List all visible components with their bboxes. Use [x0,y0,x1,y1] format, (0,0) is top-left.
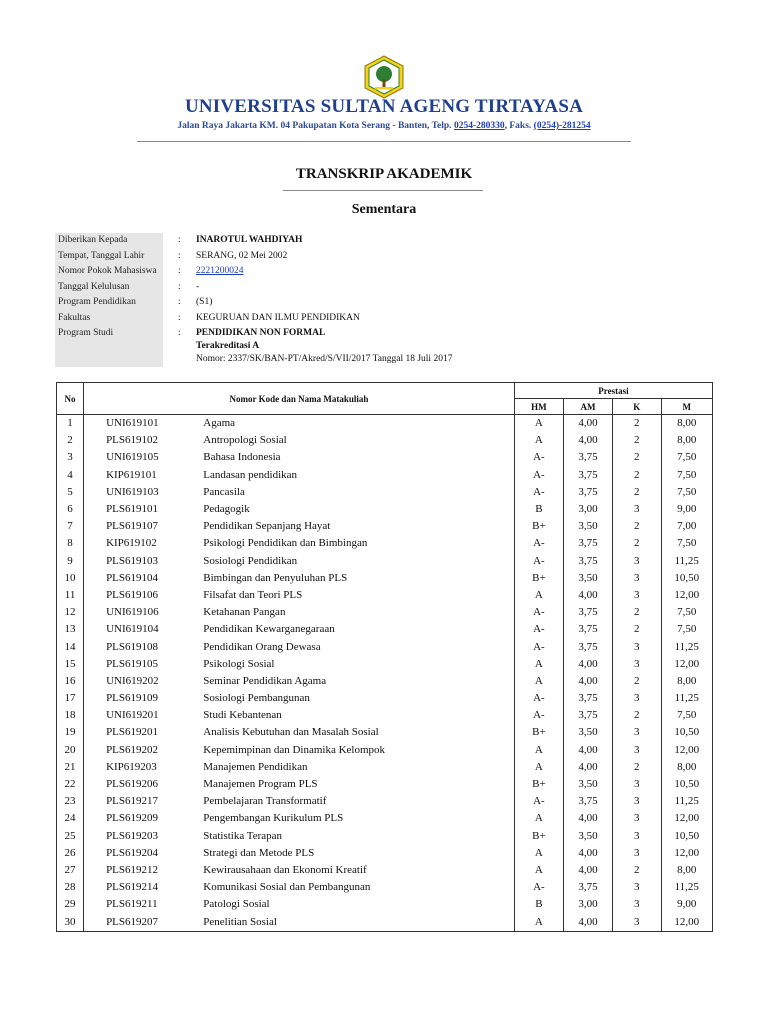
table-row [57,707,713,724]
credit-units: 2 [613,604,661,621]
grade-letter: A- [514,707,563,724]
grade-letter: A [514,656,563,673]
row-number: 29 [57,896,84,913]
credit-units: 2 [613,673,661,690]
course-name: Bimbingan dan Penyuluhan PLS [203,570,514,587]
col-header-course: Nomor Kode dan Nama Matakuliah [84,383,515,415]
course-code: PLS619211 [106,898,158,911]
course-name: Psikologi Sosial [203,656,514,673]
grade-point: 3,00 [563,501,612,518]
table-row [57,724,713,741]
course-code: KIP619203 [106,760,157,773]
course-code: PLS619217 [106,795,159,808]
course-name: Pendidikan Kewarganegaraan [203,621,514,638]
course-code: PLS619202 [106,743,159,756]
row-number: 10 [57,570,84,587]
credit-units: 3 [613,742,661,759]
table-row [57,553,713,570]
grade-point: 4,00 [563,913,612,931]
address-text: Jalan Raya Jakarta KM. 04 Pakupatan Kota Serang - Banten, Telp. [177,121,454,131]
info-row-npm [55,264,715,279]
col-header-no: No [57,383,84,415]
grade-letter: A- [514,449,563,466]
credit-units: 2 [613,432,661,449]
row-number: 1 [57,415,84,433]
table-row [57,862,713,879]
course-name: Antropologi Sosial [203,432,514,449]
grade-letter: A- [514,467,563,484]
table-row [57,828,713,845]
course-code: UNI619101 [106,417,159,430]
table-row [57,793,713,810]
info-colon: : [178,297,181,307]
row-number: 14 [57,638,84,655]
table-row [57,638,713,655]
info-label: Tempat, Tanggal Lahir [58,250,145,261]
table-row [57,776,713,793]
weighted-score: 8,00 [661,415,712,433]
table-row [57,913,713,931]
course-code: PLS619109 [106,692,159,705]
row-number: 19 [57,724,84,741]
grade-rows [57,415,713,932]
course-name: Pedagogik [203,501,514,518]
weighted-score: 12,00 [661,810,712,827]
grade-letter: A- [514,553,563,570]
course-name: Sosiologi Pendidikan [203,553,514,570]
grade-point: 4,00 [563,759,612,776]
table-row [57,896,713,913]
row-number: 28 [57,879,84,896]
credit-units: 3 [613,810,661,827]
credit-units: 3 [613,656,661,673]
credit-units: 2 [613,467,661,484]
credit-units: 3 [613,845,661,862]
course-code: PLS619206 [106,778,159,791]
table-row [57,673,713,690]
course-name: Filsafat dan Teori PLS [203,587,514,604]
weighted-score: 10,50 [661,828,712,845]
credit-units: 2 [613,759,661,776]
graduation-date: - [196,281,200,292]
course-name: Komunikasi Sosial dan Pembangunan [203,879,514,896]
grade-point: 3,75 [563,484,612,501]
grade-letter: A- [514,484,563,501]
col-header-am: AM [563,399,612,415]
grade-point: 4,00 [563,587,612,604]
info-label: Fakultas [58,312,91,323]
credit-units: 3 [613,690,661,707]
grade-point: 3,75 [563,793,612,810]
row-number: 9 [57,553,84,570]
grade-letter: A [514,673,563,690]
row-number: 3 [57,449,84,466]
row-number: 4 [57,467,84,484]
grade-letter: B [514,896,563,913]
university-name: UNIVERSITAS SULTAN AGENG TIRTAYASA [184,96,584,117]
course-name: Kepemimpinan dan Dinamika Kelompok [203,742,514,759]
course-code: UNI619105 [106,451,159,464]
row-number: 6 [57,501,84,518]
grade-letter: A- [514,690,563,707]
course-name: Psikologi Pendidikan dan Bimbingan [203,535,514,552]
table-row [57,742,713,759]
grade-letter: A [514,432,563,449]
grade-point: 3,75 [563,707,612,724]
row-number: 26 [57,845,84,862]
weighted-score: 7,50 [661,604,712,621]
weighted-score: 7,00 [661,518,712,535]
row-number: 15 [57,656,84,673]
info-row-recipient [55,233,715,248]
study-program: PENDIDIKAN NON FORMAL [196,328,326,338]
table-row [57,810,713,827]
grade-letter: A- [514,535,563,552]
table-row [57,449,713,466]
grade-point: 3,00 [563,896,612,913]
weighted-score: 7,50 [661,621,712,638]
course-code: PLS619204 [106,846,159,859]
grade-letter: B+ [514,724,563,741]
row-number: 13 [57,621,84,638]
course-code: UNI619106 [106,606,159,619]
course-name: Sosiologi Pembangunan [203,690,514,707]
course-name: Penelitian Sosial [203,913,514,931]
course-code: PLS619106 [106,588,159,601]
row-number: 30 [57,913,84,931]
info-colon: : [178,266,181,276]
grade-letter: B [514,501,563,518]
course-name: Pancasila [203,484,514,501]
student-name: INAROTUL WAHDIYAH [196,235,303,245]
grade-letter: A [514,845,563,862]
course-name: Pendidikan Orang Dewasa [203,638,514,655]
table-row [57,879,713,896]
weighted-score: 12,00 [661,587,712,604]
row-number: 23 [57,793,84,810]
grade-point: 4,00 [563,742,612,759]
grade-point: 3,75 [563,638,612,655]
weighted-score: 9,00 [661,501,712,518]
education-program: (S1) [196,297,213,307]
grade-letter: A [514,742,563,759]
table-row [57,690,713,707]
row-number: 12 [57,604,84,621]
weighted-score: 8,00 [661,673,712,690]
grade-letter: A [514,913,563,931]
course-name: Manajemen Pendidikan [203,759,514,776]
weighted-score: 9,00 [661,896,712,913]
course-code: KIP619101 [106,468,157,481]
info-colon: : [178,281,181,292]
grade-letter: A [514,759,563,776]
credit-units: 3 [613,638,661,655]
grade-point: 4,00 [563,656,612,673]
grade-point: 3,50 [563,776,612,793]
weighted-score: 7,50 [661,535,712,552]
course-name: Analisis Kebutuhan dan Masalah Sosial [203,724,514,741]
weighted-score: 12,00 [661,913,712,931]
row-number: 20 [57,742,84,759]
credit-units: 3 [613,570,661,587]
weighted-score: 11,25 [661,793,712,810]
course-code: PLS619203 [106,829,159,842]
grade-point: 3,50 [563,724,612,741]
info-label: Nomor Pokok Mahasiswa [58,266,157,276]
course-code: UNI619202 [106,674,159,687]
row-number: 16 [57,673,84,690]
course-code: PLS619201 [106,726,159,739]
credit-units: 3 [613,724,661,741]
info-row-graduation [55,280,715,295]
credit-units: 2 [613,862,661,879]
faculty-name: KEGURUAN DAN ILMU PENDIDIKAN [196,312,360,323]
table-row [57,621,713,638]
course-code: KIP619102 [106,537,157,550]
weighted-score: 7,50 [661,467,712,484]
info-label: Diberikan Kepada [58,235,128,245]
grade-letter: A [514,587,563,604]
info-label: Tanggal Kelulusan [58,281,130,292]
weighted-score: 11,25 [661,879,712,896]
student-number-link[interactable]: 2221200024 [196,266,244,276]
table-row [57,432,713,449]
phone-link[interactable]: 0254-280330 [453,121,505,131]
course-name: Bahasa Indonesia [203,449,514,466]
course-name: Seminar Pendidikan Agama [203,673,514,690]
grade-letter: B+ [514,776,563,793]
table-row [57,604,713,621]
course-code: PLS619102 [106,434,159,447]
credit-units: 2 [613,707,661,724]
grade-letter: A- [514,638,563,655]
table-row [57,484,713,501]
weighted-score: 11,25 [661,553,712,570]
grade-point: 4,00 [563,845,612,862]
document-subtitle: Sementara [351,202,417,217]
birth-place-date: SERANG, 02 Mei 2002 [196,250,288,261]
grade-point: 3,75 [563,449,612,466]
course-name: Pembelajaran Transformatif [203,793,514,810]
university-address [0,121,768,131]
grade-point: 3,75 [563,604,612,621]
course-name: Agama [203,415,514,433]
grade-point: 3,75 [563,621,612,638]
grade-point: 3,50 [563,828,612,845]
weighted-score: 8,00 [661,862,712,879]
weighted-score: 11,25 [661,638,712,655]
info-colon: : [178,328,181,338]
credit-units: 2 [613,518,661,535]
credit-units: 3 [613,501,661,518]
row-number: 5 [57,484,84,501]
course-name: Pengembangan Kurikulum PLS [203,810,514,827]
row-number: 2 [57,432,84,449]
fax-link[interactable]: (0254)-281254 [533,121,591,131]
course-code: PLS619107 [106,520,159,533]
course-name: Pendidikan Sepanjang Hayat [203,518,514,535]
credit-units: 2 [613,415,661,433]
grade-point: 4,00 [563,862,612,879]
course-name: Studi Kebantenan [203,707,514,724]
grades-table [56,382,713,932]
university-seal-icon [362,55,406,99]
credit-units: 2 [613,535,661,552]
row-number: 21 [57,759,84,776]
weighted-score: 12,00 [661,742,712,759]
credit-units: 3 [613,553,661,570]
grade-point: 3,75 [563,690,612,707]
header-divider [137,141,631,142]
course-code: PLS619104 [106,571,159,584]
grade-letter: A [514,862,563,879]
row-number: 25 [57,828,84,845]
table-row [57,759,713,776]
info-label: Program Studi [58,328,114,338]
info-row-program [55,295,715,310]
grade-letter: B+ [514,570,563,587]
course-name: Strategi dan Metode PLS [203,845,514,862]
course-name: Manajemen Program PLS [203,776,514,793]
course-code: PLS619103 [106,554,159,567]
col-header-m: M [661,399,712,415]
grade-point: 4,00 [563,810,612,827]
row-number: 11 [57,587,84,604]
info-row-study-program [55,326,715,341]
course-name: Patologi Sosial [203,896,514,913]
document-title: TRANSKRIP AKADEMIK [295,166,473,182]
weighted-score: 7,50 [661,449,712,466]
weighted-score: 10,50 [661,570,712,587]
grade-point: 4,00 [563,673,612,690]
weighted-score: 10,50 [661,724,712,741]
weighted-score: 11,25 [661,690,712,707]
table-row [57,845,713,862]
col-header-hm: HM [514,399,563,415]
grade-point: 4,00 [563,432,612,449]
row-number: 8 [57,535,84,552]
col-header-prestasi: Prestasi [514,383,712,399]
row-number: 17 [57,690,84,707]
course-code: UNI619103 [106,485,159,498]
grade-point: 3,75 [563,879,612,896]
accreditation-number: Nomor: 2337/SK/BAN-PT/Akred/S/VII/2017 Tanggal 18 Juli 2017 [196,354,453,364]
grade-letter: A [514,810,563,827]
weighted-score: 7,50 [661,484,712,501]
table-row [57,570,713,587]
row-number: 7 [57,518,84,535]
grade-letter: B+ [514,518,563,535]
info-colon: : [178,235,181,245]
credit-units: 3 [613,776,661,793]
weighted-score: 10,50 [661,776,712,793]
grade-letter: A- [514,621,563,638]
table-row [57,467,713,484]
credit-units: 3 [613,896,661,913]
grade-point: 3,50 [563,518,612,535]
course-code: PLS619105 [106,657,159,670]
info-row-faculty [55,311,715,326]
row-number: 22 [57,776,84,793]
info-row-birth [55,249,715,264]
weighted-score: 12,00 [661,845,712,862]
credit-units: 3 [613,793,661,810]
course-name: Landasan pendidikan [203,467,514,484]
weighted-score: 7,50 [661,707,712,724]
info-label: Program Pendidikan [58,297,136,307]
row-number: 18 [57,707,84,724]
course-name: Ketahanan Pangan [203,604,514,621]
course-name: Kewirausahaan dan Ekonomi Kreatif [203,862,514,879]
col-header-k: K [613,399,661,415]
grade-point: 3,50 [563,570,612,587]
credit-units: 3 [613,587,661,604]
credit-units: 2 [613,449,661,466]
course-code: PLS619101 [106,503,159,516]
course-name: Statistika Terapan [203,828,514,845]
row-number: 27 [57,862,84,879]
grade-point: 3,75 [563,553,612,570]
table-row [57,587,713,604]
grade-point: 4,00 [563,415,612,433]
grade-letter: A- [514,879,563,896]
grade-letter: B+ [514,828,563,845]
accreditation-status: Terakreditasi A [196,341,260,351]
table-row [57,415,713,433]
row-number: 24 [57,810,84,827]
course-code: PLS619207 [84,913,204,931]
course-code: PLS619209 [106,812,159,825]
credit-units: 3 [613,913,661,931]
course-code: UNI619201 [106,709,159,722]
info-colon: : [178,250,181,261]
course-code: PLS619212 [106,863,159,876]
info-colon: : [178,312,181,323]
course-code: PLS619108 [106,640,159,653]
fax-label: , Faks. [504,121,534,131]
credit-units: 3 [613,828,661,845]
course-code: PLS619214 [106,881,159,894]
table-row [57,535,713,552]
credit-units: 2 [613,621,661,638]
grade-letter: A- [514,793,563,810]
weighted-score: 12,00 [661,656,712,673]
grade-letter: A- [514,604,563,621]
credit-units: 2 [613,484,661,501]
grade-point: 3,75 [563,467,612,484]
table-row [57,501,713,518]
table-row [57,518,713,535]
course-code: UNI619104 [106,623,159,636]
weighted-score: 8,00 [661,432,712,449]
title-divider [283,190,483,191]
table-row [57,656,713,673]
grade-letter: A [514,415,563,433]
grade-point: 3,75 [563,535,612,552]
credit-units: 3 [613,879,661,896]
weighted-score: 8,00 [661,759,712,776]
